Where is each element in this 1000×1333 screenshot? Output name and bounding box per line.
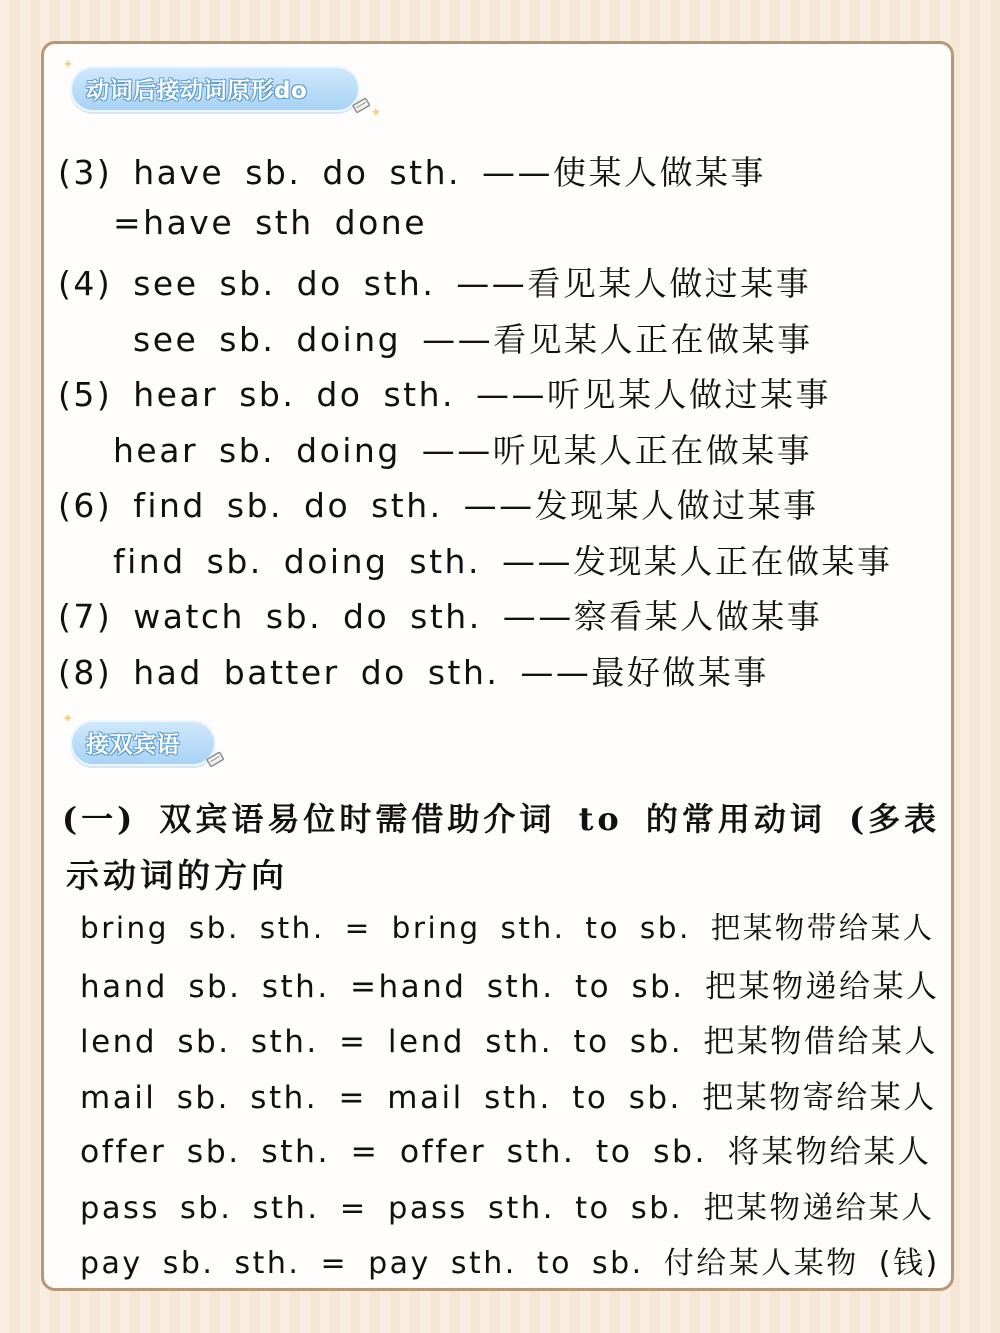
verb-pattern-line: lend sb. sth. = lend sth. to sb. 把某物借给某人	[80, 1024, 938, 1060]
phrase-line: (4) see sb. do sth. ——看见某人做过某事	[58, 264, 812, 303]
section-tag-label: 动词后接动词原形do	[86, 78, 308, 104]
note-card	[41, 41, 954, 1291]
verb-pattern-line: pass sb. sth. = pass sth. to sb. 把某物递给某人	[80, 1191, 935, 1226]
pencil-icon	[204, 748, 226, 770]
phrase-line: hear sb. doing ——听见某人正在做某事	[113, 431, 813, 470]
phrase-line: (3) have sb. do sth. ——使某人做某事	[58, 153, 766, 192]
phrase-line: (8) had batter do sth. ——最好做某事	[58, 653, 769, 692]
phrase-line: (6) find sb. do sth. ——发现某人做过某事	[58, 486, 819, 525]
section-tag-label: 接双宾语	[86, 732, 180, 758]
pencil-icon	[350, 94, 372, 116]
verb-pattern-line: pay sb. sth. = pay sth. to sb. 付给某人某物 (钱)	[80, 1246, 940, 1281]
section-tag-bare-infinitive	[70, 66, 360, 112]
phrase-line: (5) hear sb. do sth. ——听见某人做过某事	[58, 375, 832, 414]
verb-pattern-line: mail sb. sth. = mail sth. to sb. 把某物寄给某人	[80, 1080, 937, 1116]
verb-pattern-line: hand sb. sth. =hand sth. to sb. 把某物递给某人	[80, 969, 940, 1005]
section-tag-double-object	[70, 720, 216, 766]
verb-pattern-line: bring sb. sth. = bring sth. to sb. 把某物带给某人	[80, 911, 935, 945]
verb-pattern-line: offer sb. sth. = offer sth. to sb. 将某物给某人	[80, 1134, 932, 1170]
section-heading-continued: 示动词的方向	[66, 856, 288, 895]
sparkle-icon: ✦	[62, 711, 74, 727]
section-heading: (一) 双宾语易位时需借助介词 to 的常用动词 (多表	[62, 800, 941, 838]
phrase-line: find sb. doing sth. ——发现某人正在做某事	[113, 542, 893, 581]
phrase-line: (7) watch sb. do sth. ——察看某人做某事	[58, 597, 823, 636]
phrase-line: see sb. doing ——看见某人正在做某事	[133, 320, 813, 359]
sparkle-icon: ✦	[62, 57, 74, 73]
sparkle-icon: ✦	[370, 105, 382, 121]
phrase-line: =have sth done	[113, 203, 428, 242]
